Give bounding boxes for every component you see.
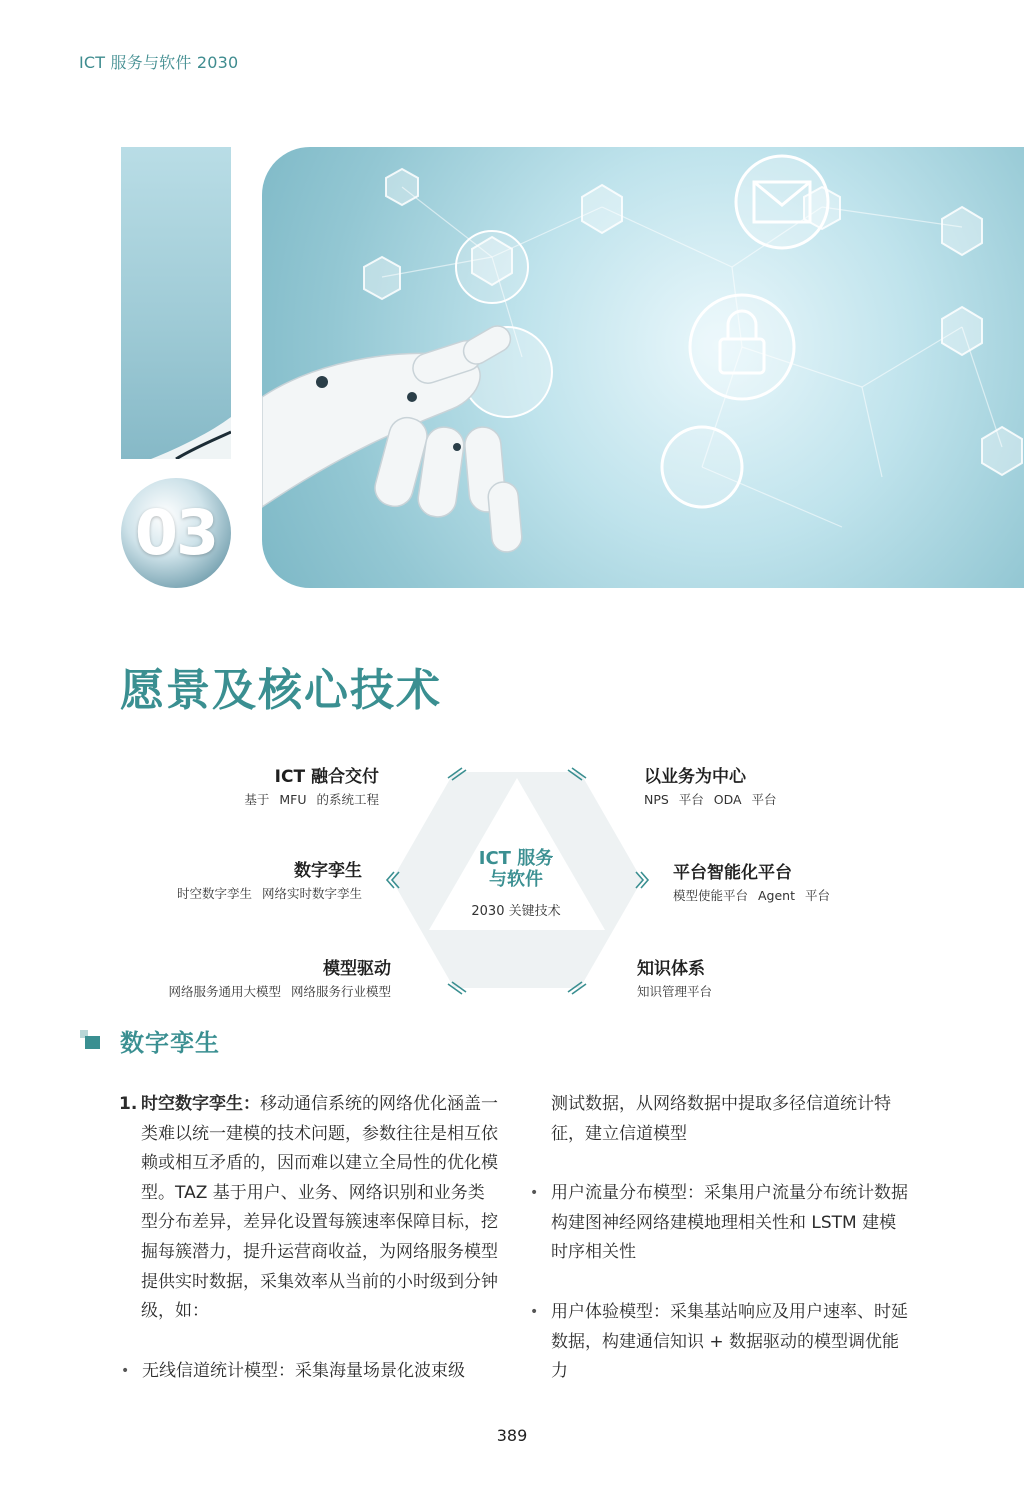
center-line1: ICT 服务 [478,848,554,869]
body-column-right [528,1090,908,1387]
numbered-item [119,1090,499,1327]
page-number: 389 [496,1426,528,1445]
node-sub: 网络服务通用大模型 网络服务行业模型 [168,984,391,999]
diagram-center-title [436,848,596,890]
running-header: ICT 服务与软件 2030 [79,53,239,72]
node-title: 平台智能化平台 [673,863,792,883]
key-tech-diagram [0,750,1024,1010]
node-title: 模型驱动 [323,959,391,979]
node-title: ICT 融合交付 [274,767,379,787]
chapter-number: 03 [134,496,218,569]
center-line2: 与软件 [489,869,543,890]
bullet-text: 用户体验模型：采集基站响应及用户速率、时延数据，构建通信知识 + 数据驱动的模型调优能力 [551,1301,908,1382]
item-lead: 时空数字孪生： [141,1094,260,1114]
section-title: 数字孪生 [120,1029,220,1057]
node-ict-delivery [244,762,379,808]
diagram-center-sub: 2030 关键技术 [471,904,561,919]
node-sub: 模型使能平台 Agent 平台 [673,888,830,903]
bullet-text: 测试数据，从网络数据中提取多径信道统计特征，建立信道模型 [551,1094,891,1144]
node-digital-twin [177,856,362,902]
bullet-continuation [528,1090,908,1149]
node-sub: 知识管理平台 [637,984,713,999]
bullet-item [528,1179,908,1268]
bullet-text: 用户流量分布模型：采集用户流量分布统计数据构建图神经网络建模地理相关性和 LSTM 建模时序相关性 [551,1183,908,1263]
node-platform-intelligence [673,858,830,904]
node-knowledge-system [637,954,712,1000]
node-business-centric [644,762,777,808]
section-square-icon [80,1030,102,1052]
node-title: 知识体系 [637,959,705,979]
node-title: 以业务为中心 [644,767,746,787]
node-title: 数字孪生 [294,861,362,881]
item-text: 移动通信系统的网络优化涵盖一类难以统一建模的技术问题，参数往往是相互依赖或相互矛盾的，因而难以建立全局性的优化模型。TAZ 基于用户、业务、网络识别和业务类型分布差异，差异化设置每簇速率保障目标，挖掘每簇潜力，提升运营商收益，为网络服务模型提供实时数据，采集效率从当前的小时级到分钟级，如： [141,1094,498,1322]
bullet-item [528,1298,908,1387]
item-number: 1. [119,1094,138,1114]
hero-side-strip [121,147,231,459]
bullet-item [119,1357,499,1387]
chapter-badge [121,478,231,588]
node-sub: NPS 平台 ODA 平台 [644,792,777,807]
hero-image [262,147,1024,588]
node-sub: 基于 MFU 的系统工程 [244,792,379,807]
body-column-left [119,1090,499,1386]
bullet-text: 无线信道统计模型：采集海量场景化波束级 [142,1360,465,1381]
node-sub: 时空数字孪生 网络实时数字孪生 [177,886,362,901]
page-title: 愿景及核心技术 [120,665,442,716]
node-model-driven [169,954,391,1000]
